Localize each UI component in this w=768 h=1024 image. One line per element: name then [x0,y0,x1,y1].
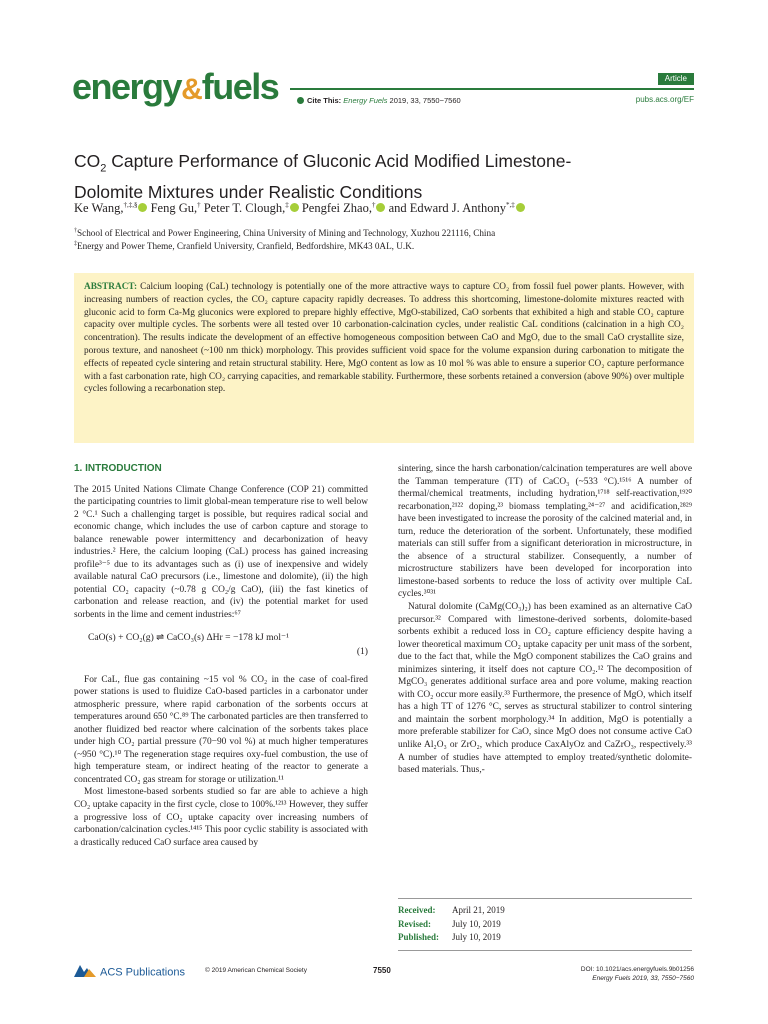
acs-logo-icon [74,963,96,982]
cite-journal[interactable]: Energy Fuels [343,96,388,105]
paragraph: sintering, since the harsh carbonation/calcination temperatures are well above the Tamman temperature (TT) of CaCO₃ (~533 °C).¹⁵¹⁶ A number of thermal/chemical treatments, including hydration,¹⁷¹⁸ self-reactivation,¹⁹²⁰ recarbonation,²¹²² doping,²³ biomass templating,²⁴⁻²⁷ and acidification,²⁸²⁹ have been investigated to increase the porosity of the calcined material and, in turn, reduce the deterioration of the sorbent. Unfortunately, these modified materials can still suffer from a significant deterioration in microstructure, in the absence of a structural stabilizer. Consequently, a number of microstructure stabilizers have been developed for incorporation into limestone-based sorbents to reduce the loss of activity over multiple CaL cycles.³⁰³¹ [398,464,692,600]
journal-url[interactable]: pubs.acs.org/EF [635,95,694,104]
paper-title: $CO_2$ Capture Performance of Gluconic Acid Modified Limestone- Dolomite Mixtures under Realistic Conditions [74,151,572,202]
cite-this[interactable] [297,96,461,105]
author[interactable]: Feng Gu,† [150,200,201,215]
author[interactable]: Pengfei Zhao,† [302,201,386,215]
date-row: Revised: July 10, 2019 [398,918,501,929]
equation [74,630,368,664]
author[interactable]: Ke Wang,†,‡,§ [74,201,147,215]
affiliation: †School of Electrical and Power Engineering, China University of Mining and Technology, Xuzhou 221116, China [74,227,496,238]
abstract-text: ABSTRACT: Calcium looping (CaL) technology is potentially one of the more attractive ways to capture CO₂ from fossil fuel power plants. However, with increasing numbers of reaction cycles, the CO₂ capture capacity rapidly decreases. To address this shortcoming, limestone-dolomite mixtures reacted with gluconic acid to form Ca-Mg gluconics were explored to prepare highly effective, MgO-stabilized, CaO sorbents that exhibited a high and stable CO₂ capture capacity over multiple cycles. The sorbents were all tested over 10 carbonation-calcination cycles, under realistic CaL conditions (calcination in a high CO₂ concentration). The results indicate the development of an effective homogeneous composition between CaO and MgO, due to the small CaO crystallite size, porous texture, and nanosheet (~100 nm thick) morphology. This provides sufficient void space for the volume expansion during carbonation to mitigate the effects of repeated cycle sintering and retain structural stability. Here, MgO content as low as 10 mol % was able to ensure a superior CO₂ capture performance with a fast carbonation rate, high CO₂ carrying capacities, and remarkable stability. Furthermore, these sorbents retained a conversion (above 90%) over multiple cycles following a recarbonation step. [84,282,684,395]
paragraph: For CaL, flue gas containing ~15 vol % CO₂ in the case of coal-fired power stations is used to fluidize CaO-based particles in a carbonator under atmospheric pressure, where rapid carbonation of the sorbents occurs at temperatures around 650 °C.⁸⁹ The carbonated particles are then transferred to another fluidized bed reactor where calcination of the sorbents takes place under high CO₂ partial pressure (70−90 vol %) at much higher temperatures (~950 °C).¹⁰ The regeneration stage requires oxy-fuel combustion, the use of high temperature steam, or indirect heating of the reactor to generate a concentrated CO₂ gas stream for storage or utilization.¹¹ [74,674,368,785]
cite-icon [297,97,304,104]
publication-dates [398,898,692,951]
orcid-icon[interactable] [290,203,299,212]
journal-logo-word2: fuels [201,66,279,107]
doi-link[interactable]: DOI: 10.1021/acs.energyfuels.9b01256 [580,966,694,973]
orcid-icon[interactable] [138,203,147,212]
right-column [398,463,692,777]
orcid-icon[interactable] [376,203,385,212]
journal-logo-word1: energy [72,66,182,107]
cite-details: 2019, 33, 7550−7560 [389,96,461,105]
affiliation: ‡Energy and Power Theme, Cranfield University, Cranfield, Bedfordshire, MK43 0AL, U.K. [74,240,415,251]
journal-logo [72,64,312,110]
orcid-icon[interactable] [516,203,525,212]
abstract-label: ABSTRACT: [84,282,138,292]
equation-text: CaO(s) + CO₂(g) ⇌ CaCO₃(s) ΔHr = −178 kJ mol⁻¹ [88,631,289,643]
copyright: © 2019 American Chemical Society [205,967,307,974]
journal-logo-amp: & [181,73,202,106]
paragraph: Natural dolomite (CaMg(CO₃)₂) has been examined as an alternative CaO precursor.³² Compared with limestone-derived sorbents, dolomite-based sorbents exhibit a reduced loss in CO₂ capture efficiency despite having a lower theoretical maximum CO₂ uptake capacity per unit mass of the sorbent, due to the fact that, while the MgO component stabilizes the CaO grains and minimizes sintering, it itself does not capture CO₂.¹² The decomposition of MgCO₃ generates additional surface area and pore volume, making reaction with CO₂ occur more easily.³³ Furthermore, the presence of MgO, which itself has a high TT of 1276 °C, serves as structural stabilizer to control sintering and maintain the sorbent morphology.³⁴ In addition, MgO is potentially a more preferable stabilizer for CaO, since MgO does not consume active CaO unlike Al₂O₃ or ZrO₂, which produce CaxAlyOz and CaZrO₃, respectively.³³ A number of studies have attempted to employ treated/synthetic dolomite-based materials. Thus,- [398,602,692,776]
doi-block [581,965,694,983]
section-heading: 1. INTRODUCTION [74,463,162,474]
affiliations [74,227,694,253]
date-row: Received: April 21, 2019 [398,905,505,915]
abstract-box [74,273,694,443]
author[interactable]: Peter T. Clough,‡ [204,201,299,215]
paragraph: Most limestone-based sorbents studied so far are able to achieve a high CO₂ uptake capacity in the first cycle, close to 100%.¹²¹³ However, they suffer a progressive loss of CO₂ uptake capacity over increasing numbers of carbonation/calcination cycles.¹⁴¹⁵ This poor cyclic stability is associated with a drastically reduced CaO surface area caused by [74,787,368,848]
left-column [74,463,368,849]
publisher-name: ACS Publications [100,966,185,979]
footer-citation: Energy Fuels 2019, 33, 7550−7560 [592,975,694,982]
publisher-logo[interactable] [74,963,185,982]
page-number: 7550 [373,966,391,975]
author-list [74,200,694,217]
author[interactable]: and Edward J. Anthony*,‡ [389,201,525,215]
cite-label: Cite This: [307,96,342,105]
equation-number: (1) [356,645,368,657]
paragraph: The 2015 United Nations Climate Change Conference (COP 21) committed the participating countries to limit global-mean temperature rise to well below 2 °C.¹ Such a challenging target is possible, but requires radical social and economic change, which includes the use of carbon capture and storage to balance renewable power intermittency and decarbonization of heavy industries.² Here, the calcium looping (CaL) process has gained increasing profile³⁻⁵ due to its advantages such as (i) use of inexpensive and widely available natural CaO precursors (i.e., limestone and dolomite), (ii) the high potential CO₂ capacity (~0.78 g CO₂/g CaO), (iii) the fast kinetics of carbonation and release reaction, and (iv) the potential market for used sorbents in the lime and cement industries:⁶⁷ [74,484,368,621]
article-type-badge: Article [658,73,694,85]
date-row: Published: July 10, 2019 [398,932,501,942]
header-divider [290,88,694,90]
